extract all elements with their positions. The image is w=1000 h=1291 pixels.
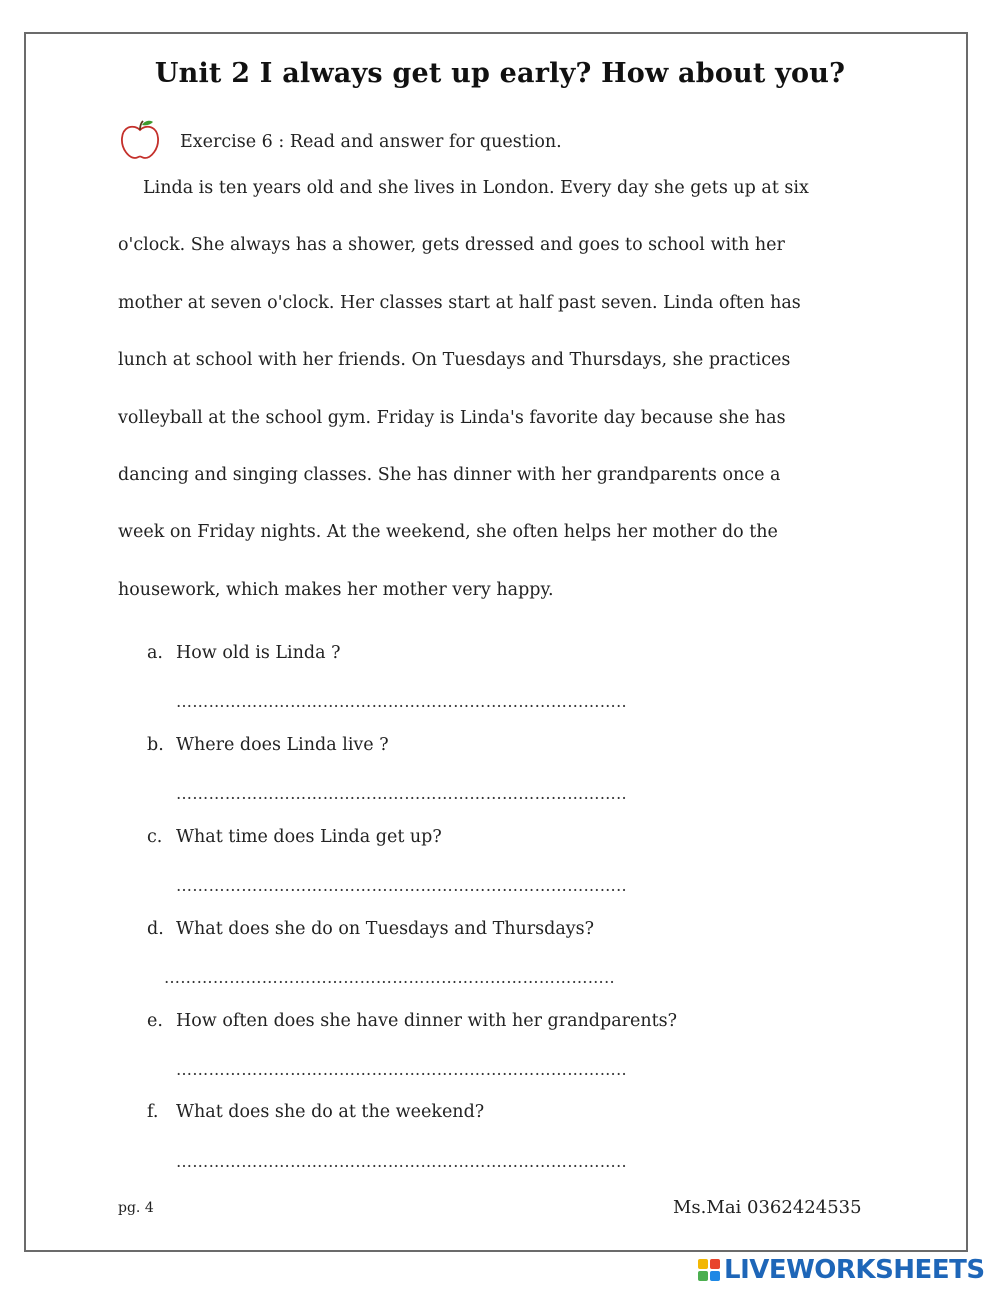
passage-line: week on Friday nights. At the weekend, she often helps her mother do the — [118, 522, 778, 543]
question-b — [147, 735, 389, 755]
question-letter: a. — [147, 643, 163, 663]
exercise-instruction: Exercise 6 : Read and answer for question. — [180, 132, 562, 152]
answer-field-a[interactable]: ……………………………………………………………………….. — [176, 692, 627, 711]
passage-line: volleyball at the school gym. Friday is Linda's favorite day because she has — [118, 407, 786, 428]
reading-passage — [118, 160, 878, 619]
answer-field-e[interactable]: ……………………………………………………………………….. — [176, 1060, 627, 1079]
question-a — [147, 643, 340, 663]
liveworksheets-logo-icon — [698, 1259, 720, 1281]
passage-line: o'clock. She always has a shower, gets dressed and goes to school with her — [118, 235, 785, 256]
question-text: How often does she have dinner with her grandparents? — [176, 1011, 678, 1031]
passage-line: lunch at school with her friends. On Tuesdays and Thursdays, she practices — [118, 350, 791, 371]
question-c — [147, 827, 442, 847]
question-letter: f. — [147, 1102, 159, 1122]
brand-name: LIVEWORKSHEETS — [724, 1255, 985, 1285]
page-number: pg. 4 — [118, 1200, 154, 1216]
question-letter: d. — [147, 919, 164, 939]
answer-field-c[interactable]: ……………………………………………………………………….. — [176, 876, 627, 895]
answer-field-f[interactable]: ……………………………………………………………………….. — [176, 1152, 627, 1171]
question-text: What does she do at the weekend? — [176, 1102, 485, 1122]
author-contact: Ms.Mai 0362424535 — [673, 1197, 862, 1218]
passage-line: mother at seven o'clock. Her classes start at half past seven. Linda often has — [118, 292, 801, 313]
question-text: Where does Linda live ? — [176, 735, 389, 755]
answer-field-b[interactable]: ……………………………………………………………………….. — [176, 784, 627, 803]
answer-field-d[interactable]: ……………………………………………………………………….. — [164, 968, 615, 987]
question-text: How old is Linda ? — [176, 643, 341, 663]
liveworksheets-logo[interactable] — [698, 1255, 985, 1285]
question-letter: c. — [147, 827, 163, 847]
question-f — [147, 1102, 484, 1122]
question-d — [147, 919, 594, 939]
question-letter: b. — [147, 735, 164, 755]
question-text: What time does Linda get up? — [176, 827, 442, 847]
passage-line: dancing and singing classes. She has dinner with her grandparents once a — [118, 465, 781, 486]
question-text: What does she do on Tuesdays and Thursdays? — [176, 919, 595, 939]
passage-line: Linda is ten years old and she lives in London. Every day she gets up at six — [143, 178, 809, 198]
worksheet-title: Unit 2 I always get up early? How about you? — [154, 58, 846, 89]
question-letter: e. — [147, 1011, 163, 1031]
passage-line: housework, which makes her mother very happy. — [118, 579, 554, 600]
apple-icon — [118, 118, 162, 162]
question-e — [147, 1011, 677, 1031]
